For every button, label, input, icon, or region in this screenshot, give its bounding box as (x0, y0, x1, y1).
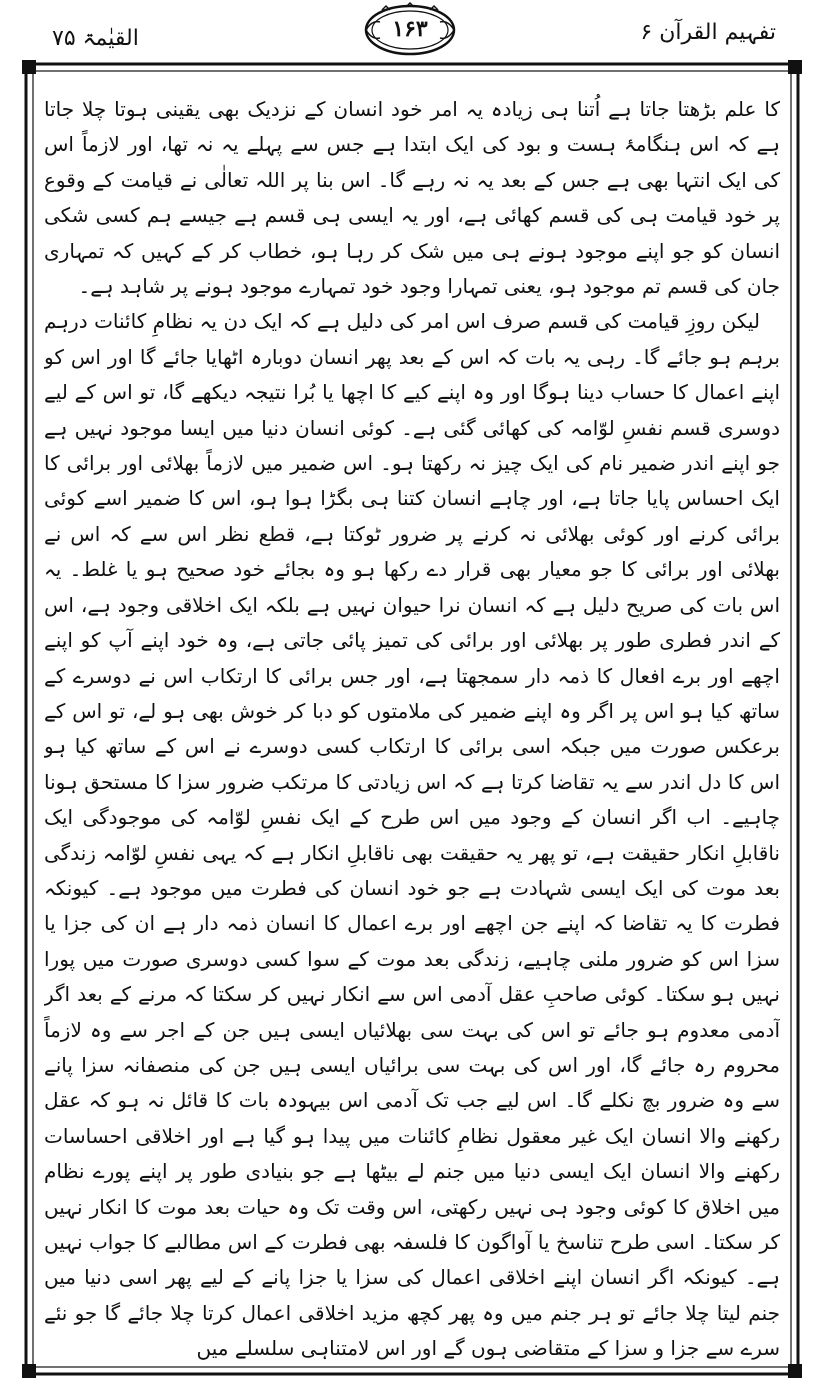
book-title: تفہیم القرآن ۶ (640, 20, 776, 45)
surah-reference: القیٰمۃ ۷۵ (52, 26, 139, 51)
paragraph-2: لیکن روزِ قیامت کی قسم صرف اس امر کی دلیل ہے کہ ایک دن یہ نظامِ کائنات درہم برہم ہو جائے گا۔ رہی یہ بات کہ اس کے بعد پھر انسان دوبارہ اٹھایا جائے گا اور اس کو اپنے اعمال کا حساب دینا ہوگا اور وہ اپنے کیے کا اچھا یا بُرا نتیجہ دیکھے گا، تو اس کے لیے دوسری قسم نفسِ لوّامہ کی کھائی گئی ہے۔ کوئی انسان دنیا میں ایسا موجود نہیں ہے جو اپنے اندر ضمیر نام کی ایک چیز نہ رکھتا ہو۔ اس ضمیر میں لازماً بھلائی اور برائی کا ایک احساس پایا جاتا ہے، اور چاہے انسان کتنا ہی بگڑا ہوا ہو، اس کا ضمیر اسے کوئی برائی کرنے اور کوئی بھلائی نہ کرنے پر ضرور ٹوکتا ہے، قطع نظر اس سے کہ اس نے بھلائی اور برائی کا جو معیار بھی قرار دے رکھا ہو وہ بجائے خود صحیح ہو یا غلط۔ یہ اس بات کی صریح دلیل ہے کہ انسان نرا حیوان نہیں ہے بلکہ ایک اخلاقی وجود ہے، اس کے اندر فطری طور پر بھلائی اور برائی کی تمیز پائی جاتی ہے، وہ خود اپنے آپ کو اپنے اچھے اور برے افعال کا ذمہ دار سمجھتا ہے، اور جس برائی کا ارتکاب اس نے دوسرے کے ساتھ کیا ہو اس پر اگر وہ اپنے ضمیر کی ملامتوں کو دبا کر خوش بھی ہو لے، تو اس کے برعکس صورت میں جبکہ اسی برائی کا ارتکاب کسی دوسرے نے اس کے ساتھ کیا ہو اس کا دل اندر سے یہ تقاضا کرتا ہے کہ اس زیادتی کا مرتکب ضرور سزا کا مستحق ہونا چاہیے۔ اب اگر انسان کے وجود میں اس طرح کے ایک نفسِ لوّامہ کی موجودگی ایک ناقابلِ انکار حقیقت ہے، تو پھر یہ حقیقت بھی ناقابلِ انکار ہے کہ یہی نفسِ لوّامہ زندگی بعد موت کی ایک ایسی شہادت ہے جو خود انسان کی فطرت میں موجود ہے۔ کیونکہ فطرت کا یہ تقاضا کہ اپنے جن اچھے اور برے اعمال کا انسان ذمہ دار ہے ان کی جزا یا سزا اس کو ضرور ملنی چاہیے، زندگی بعد موت کے سوا کسی دوسری صورت میں پورا نہیں ہو سکتا۔ کوئی صاحبِ عقل آدمی اس سے انکار نہیں کر سکتا کہ مرنے کے بعد اگر آدمی معدوم ہو جائے تو اس کی بہت سی بھلائیاں ایسی ہیں جن کے اجر سے وہ لازماً محروم رہ جائے گا، اور اس کی بہت سی برائیاں ایسی ہیں جن کی منصفانہ سزا پانے سے وہ ضرور بچ نکلے گا۔ اس لیے جب تک آدمی اس بیہودہ بات کا قائل نہ ہو کہ عقل رکھنے والا انسان ایک غیر معقول نظامِ کائنات میں پیدا ہو گیا ہے اور اخلاقی احساسات رکھنے والا انسان ایک ایسی دنیا میں جنم لے بیٹھا ہے جو بنیادی طور پر اپنے پورے نظام میں اخلاق کا کوئی وجود ہی نہیں رکھتی، اس وقت تک وہ حیات بعد موت کا انکار نہیں کر سکتا۔ اسی طرح تناسخ یا آواگون کا فلسفہ بھی فطرت کے اس مطالبے کا جواب نہیں ہے۔ کیونکہ اگر انسان اپنے اخلاقی اعمال کی سزا یا جزا پانے کے لیے پھر اسی دنیا میں جنم لیتا چلا جائے تو ہر جنم میں وہ پھر کچھ مزید اخلاقی اعمال کرتا چلا جائے گا جو نئے سرے سے جزا و سزا کے متقاضی ہوں گے اور اس لامتناہی سلسلے میں (44, 309, 780, 1361)
page-number: ۱۶۳ (392, 16, 428, 42)
page-body-text (44, 92, 780, 1372)
paragraph-1: کا علم بڑھتا جاتا ہے اُتنا ہی زیادہ یہ امر خود انسان کے نزدیک بھی یقینی ہوتا چلا جاتا ہے کہ اس ہنگامۂ ہست و بود کی ایک ابتدا ہے جس سے پہلے یہ نہ تھا، اور لازماً اس کی ایک انتہا بھی ہے جس کے بعد یہ نہ رہے گا۔ اس بنا پر اللہ تعالٰی نے قیامت کے وقوع پر خود قیامت ہی کی قسم کھائی ہے، اور یہ ایسی ہی قسم ہے جیسے ہم کسی شکی انسان کو جو اپنے موجود ہونے ہی میں شک کر رہا ہو، خطاب کر کے کہیں کہ تمہاری جان کی قسم تم موجود ہو، یعنی تمہارا وجود خود تمہارے موجود ہونے پر شاہد ہے۔ (44, 97, 780, 299)
page-number-ornament (362, 2, 458, 58)
